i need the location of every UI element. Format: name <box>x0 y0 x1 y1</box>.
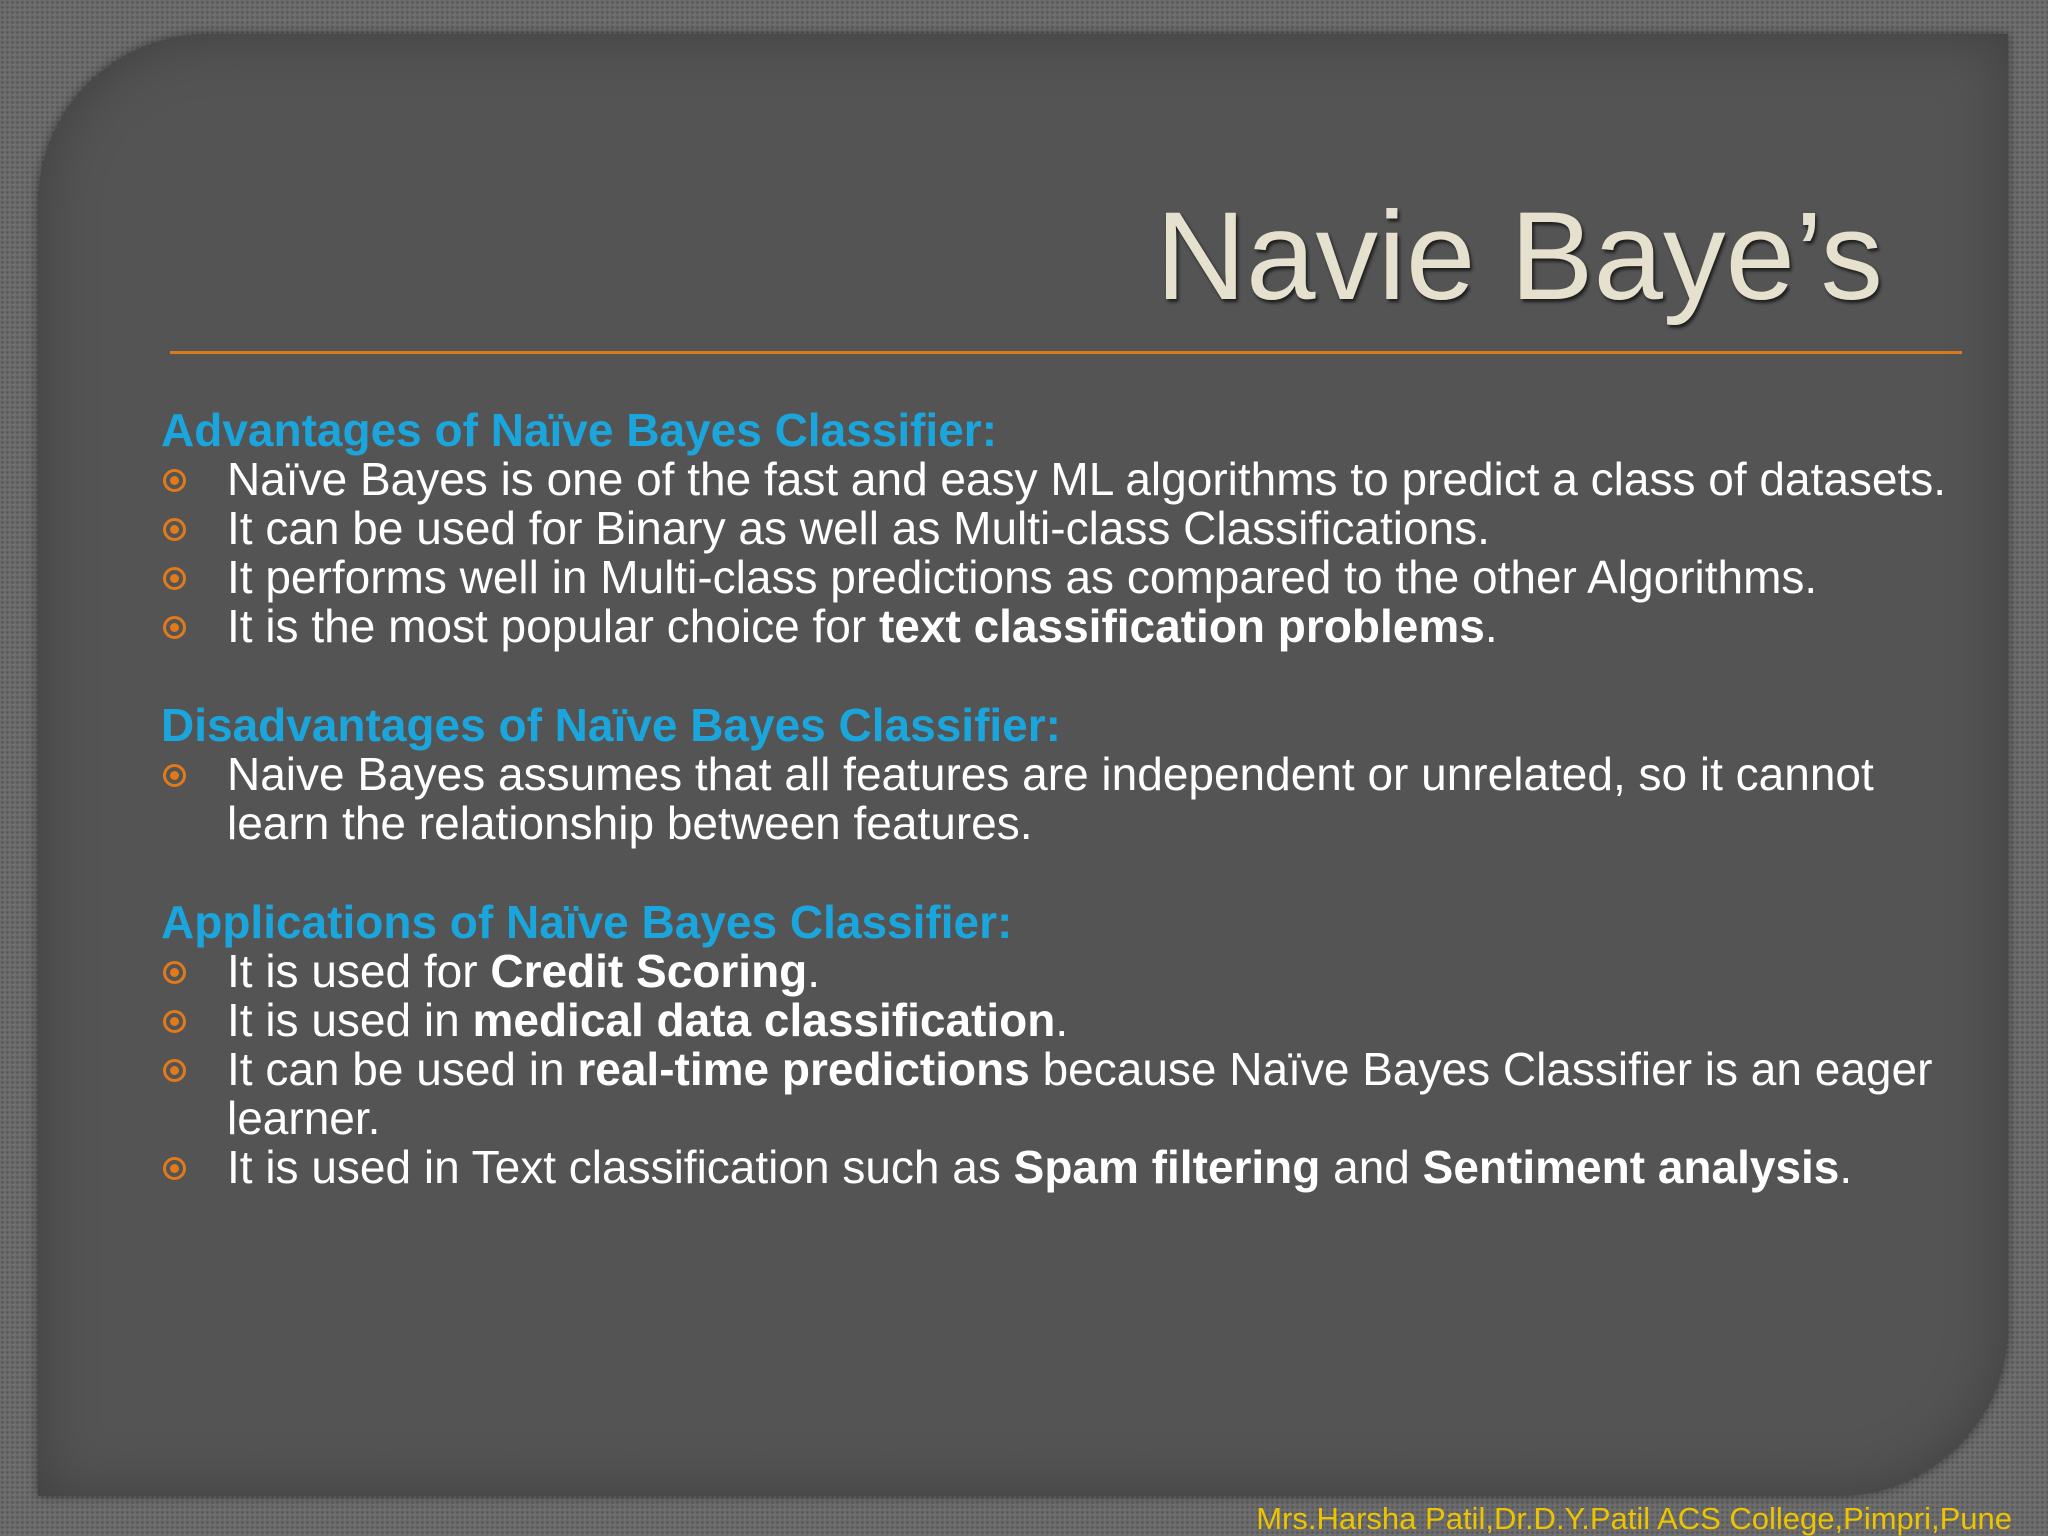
bullet-icon <box>163 1059 186 1082</box>
applications-section <box>161 898 1961 1192</box>
advantages-section <box>161 406 1961 651</box>
item-bold-text: Spam filtering <box>1013 1141 1321 1193</box>
disadvantages-list <box>161 750 1961 848</box>
bullet-icon <box>163 764 186 787</box>
advantages-heading: Advantages of Naïve Bayes Classifier: <box>161 404 998 456</box>
list-item <box>161 1045 1961 1143</box>
list-item <box>161 1143 1961 1192</box>
item-text: and <box>1320 1141 1423 1193</box>
slide-panel <box>38 34 2008 1496</box>
item-text: It is used in Text classification such as <box>227 1141 1014 1193</box>
item-bold-text: Sentiment analysis <box>1422 1141 1840 1193</box>
bullet-icon <box>163 1157 186 1180</box>
list-item <box>161 602 1961 651</box>
item-bold-text: Credit Scoring <box>490 945 808 997</box>
item-text: because Naïve Bayes Classifier is an eager learner. <box>227 1043 1933 1144</box>
bullet-icon <box>163 469 186 492</box>
title-divider <box>170 351 1962 354</box>
disadvantages-section <box>161 701 1961 848</box>
item-text: . <box>807 945 821 997</box>
list-item <box>161 455 1961 504</box>
bullet-icon <box>163 567 186 590</box>
item-text: It can be used in <box>227 1043 578 1095</box>
bullet-icon <box>163 961 186 984</box>
applications-heading: Applications of Naïve Bayes Classifier: <box>161 896 1013 948</box>
item-text: It can be used for Binary as well as Multi-class Classifications. <box>227 502 1490 554</box>
disadvantages-heading: Disadvantages of Naïve Bayes Classifier: <box>161 699 1061 751</box>
bullet-icon <box>163 518 186 541</box>
slide-content <box>161 406 1961 1242</box>
item-bold-text: text classification problems <box>878 600 1485 652</box>
slide-footer: Mrs.Harsha Patil,Dr.D.Y.Patil ACS College,Pimpri,Pune <box>1256 1501 2012 1536</box>
list-item <box>161 996 1961 1045</box>
item-text: Naive Bayes assumes that all features are independent or unrelated, so it cannot learn the relationship between features. <box>227 748 1874 849</box>
bullet-icon <box>163 1010 186 1033</box>
advantages-list <box>161 455 1961 651</box>
list-item <box>161 504 1961 553</box>
list-item <box>161 553 1961 602</box>
list-item <box>161 750 1961 848</box>
item-text: Naïve Bayes is one of the fast and easy ML algorithms to predict a class of datasets. <box>227 453 1947 505</box>
item-text: It is the most popular choice for <box>227 600 879 652</box>
slide-title: Navie Baye’s <box>1155 187 1883 326</box>
item-text: It is used for <box>227 945 491 997</box>
item-text: . <box>1055 994 1069 1046</box>
item-text: It is used in <box>227 994 473 1046</box>
bullet-icon <box>163 616 186 639</box>
item-text: . <box>1484 600 1498 652</box>
applications-list <box>161 947 1961 1192</box>
item-text: . <box>1839 1141 1853 1193</box>
item-bold-text: real-time predictions <box>577 1043 1030 1095</box>
item-text: It performs well in Multi-class predictions as compared to the other Algorithms. <box>227 551 1818 603</box>
item-bold-text: medical data classification <box>472 994 1056 1046</box>
list-item <box>161 947 1961 996</box>
